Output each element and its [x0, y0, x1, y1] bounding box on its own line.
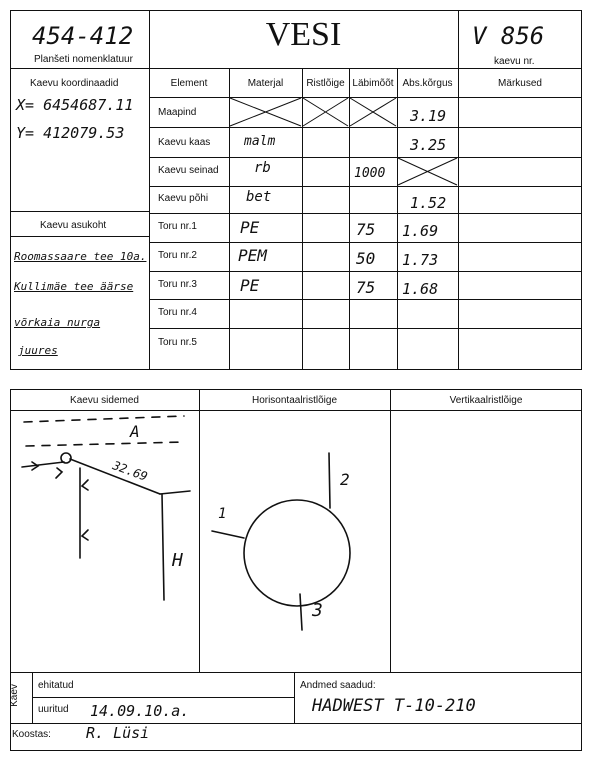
- row-materjal: bet: [246, 189, 272, 205]
- coord-y: Y= 412079.53: [16, 124, 125, 142]
- row-element: Toru nr.3: [158, 279, 197, 290]
- row-abs: 3.19: [410, 107, 447, 125]
- col-header-markused: Märkused: [498, 78, 542, 89]
- koostas-value: R. Lüsi: [86, 724, 150, 742]
- distance-label: 32.69: [110, 458, 150, 484]
- row-abs: 3.25: [410, 136, 447, 154]
- row-materjal: malm: [244, 134, 276, 149]
- pipe-3-label: 3: [312, 600, 323, 621]
- row-abs: 1.69: [402, 222, 439, 240]
- row-materjal: PE: [240, 218, 260, 237]
- row-labimoot: 1000: [354, 166, 386, 181]
- row-abs: 1.52: [410, 194, 447, 212]
- divider: [294, 672, 295, 723]
- row-element: Toru nr.1: [158, 221, 197, 232]
- andmed-label: Andmed saadud:: [300, 680, 376, 691]
- row-labimoot: 75: [356, 278, 376, 297]
- col-header-sidemed: Kaevu sidemed: [70, 395, 139, 406]
- row-element: Toru nr.4: [158, 307, 197, 318]
- kaev-label: Kaev: [8, 684, 20, 707]
- col-header-vertikaal: Vertikaalristlõige: [449, 395, 523, 406]
- pipe-2-label: 2: [340, 470, 350, 489]
- row-element: Toru nr.5: [158, 337, 197, 348]
- row-materjal: PEM: [238, 246, 267, 265]
- ehitatud-label: ehitatud: [38, 680, 74, 691]
- row-element: Kaevu põhi: [158, 193, 209, 204]
- location-line: Kullimäe tee äärse: [14, 280, 134, 293]
- row-materjal: rb: [254, 160, 271, 176]
- label-a: A: [130, 422, 140, 441]
- row-abs: 1.73: [402, 251, 439, 269]
- col-header-ristloige: Ristlõige: [306, 78, 345, 89]
- koostas-label: Koostas:: [12, 729, 51, 740]
- row-element: Kaevu kaas: [158, 137, 211, 148]
- uuritud-value: 14.09.10.a.: [90, 702, 190, 720]
- location-label: Kaevu asukoht: [40, 220, 107, 231]
- row-element: Kaevu seinad: [158, 165, 219, 176]
- col-header-materjal: Materjal: [247, 78, 284, 89]
- coord-x: X= 6454687.11: [16, 96, 134, 114]
- location-line: võrkaia nurga: [14, 316, 101, 329]
- uuritud-label: uuritud: [38, 704, 69, 715]
- row-element: Toru nr.2: [158, 250, 197, 261]
- row-labimoot: 75: [356, 220, 376, 239]
- col-header-element: Element: [170, 78, 208, 89]
- nomenclature-number: 454-412: [32, 22, 134, 50]
- location-line: juures: [18, 344, 58, 357]
- col-header-abs: Abs.kõrgus: [402, 78, 453, 89]
- page-title: VESI: [265, 16, 342, 53]
- row-labimoot: 50: [356, 249, 376, 268]
- row-materjal: PE: [240, 276, 260, 295]
- row-abs: 1.68: [402, 280, 439, 298]
- well-number: V 856: [472, 22, 545, 50]
- location-line: Roomassaare tee 10a.: [14, 250, 147, 263]
- divider: [32, 697, 294, 698]
- row-element: Maapind: [158, 107, 197, 118]
- coords-label: Kaevu koordinaadid: [30, 78, 119, 89]
- pipe-1-label: 1: [218, 506, 227, 522]
- nomenclature-label: Planšeti nomenklatuur: [34, 54, 133, 65]
- label-h: H: [172, 550, 183, 571]
- andmed-value: HADWEST T-10-210: [312, 696, 476, 716]
- col-header-horisontaal: Horisontaalristlõige: [251, 395, 338, 406]
- col-header-labimoot: Läbimõõt: [352, 78, 394, 89]
- well-number-label: kaevu nr.: [494, 56, 535, 67]
